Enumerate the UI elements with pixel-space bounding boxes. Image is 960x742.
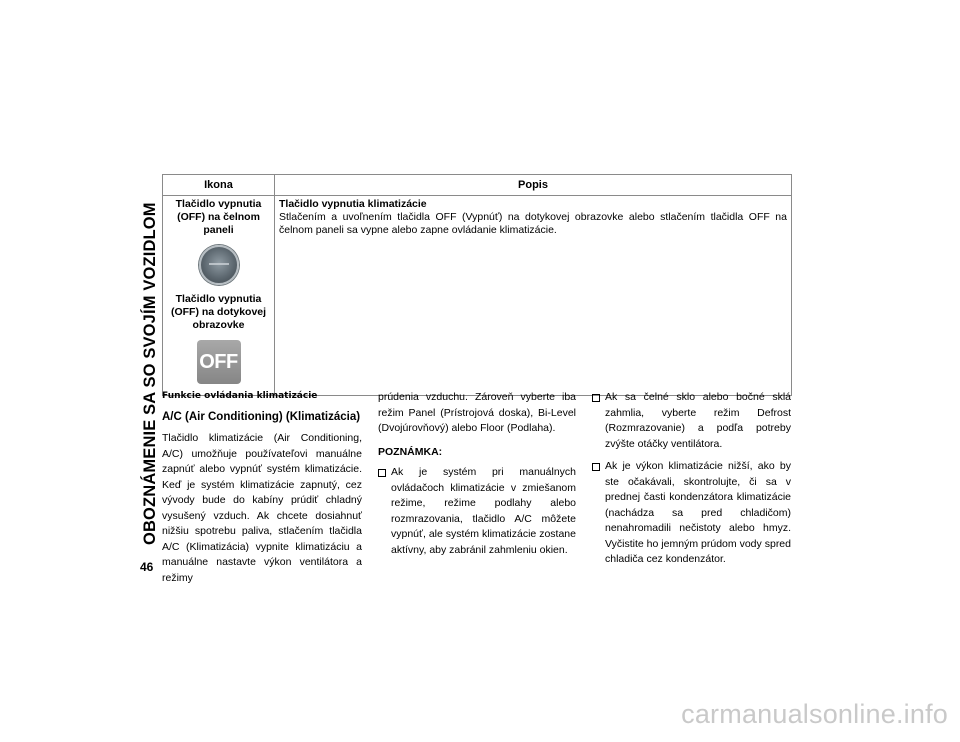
- bullet-text: Ak sa čelné sklo alebo bočné sklá zahmlia, vyberte režim Defrost (Rozmrazovanie) a podľa potreby zvýšte otáčky ventilátora.: [605, 391, 791, 450]
- checkbox-bullet-icon: [592, 394, 600, 402]
- text-column-1: [162, 390, 362, 586]
- table-header-row: [163, 175, 792, 196]
- description-title: Tlačidlo vypnutia klimatizácie: [279, 198, 427, 210]
- bullet-text: Ak je systém pri manuálnych ovládačoch klimatizácie v zmiešanom režime, režime podlahy alebo rozmrazovania, tlačidlo A/C môžete vypnúť, ale systém klimatizácie zostane aktívny, aby zabránil zahmleniu okien.: [391, 466, 576, 556]
- bullet-text: Ak je výkon klimatizácie nižší, ako by ste očakávali, skontrolujte, či sa v prednej časti kondenzátora klimatizácie (nachádza sa pred chladičom) nenahromadili nečistoty alebo hmyz. Vyčistite ho jemným prúdom vody spred chladiča cez kondenzátor.: [605, 460, 791, 565]
- paragraph-ac-intro: Tlačidlo klimatizácie (Air Conditioning, A/C) umožňuje používateľovi manuálne zapnúť alebo vypnúť systém klimatizácie. Keď je systém klimatizácie zapnutý, cez vývody bude do kabíny prúdiť chladný vysušený vzduch. Ak chcete dosiahnuť nižšiu spotrebu paliva, stlačením tlačidla A/C (Klimatizácia) vypnite klimatizáciu a manuálne nastavte výkon ventilátora a režimy: [162, 432, 362, 584]
- table-header-description: Popis: [275, 175, 792, 196]
- text-column-3: [592, 390, 791, 575]
- description-text: Stlačením a uvoľnením tlačidla OFF (Vypnúť) na dotykovej obrazovke alebo stlačením tlačidla OFF na čelnom paneli sa vypne alebo zapne ovládanie klimatizácie.: [279, 211, 787, 236]
- watermark: carmanualsonline.info: [681, 699, 948, 729]
- list-item: [592, 390, 791, 452]
- side-chapter-title-text: OBOZNÁMENIE SA SO SVOJÍM VOZIDLOM: [141, 202, 159, 545]
- page-number: 46: [140, 560, 154, 574]
- description-cell: [275, 196, 792, 396]
- icon-description-table: [162, 174, 792, 396]
- paragraph-ac-continued: prúdenia vzduchu. Zároveň vyberte iba režim Panel (Prístrojová doska), Bi-Level (Dvojúrovňový) alebo Floor (Podlaha).: [378, 391, 576, 434]
- icon-label-touchscreen: Tlačidlo vypnutia (OFF) na dotykovej obrazovke: [170, 293, 267, 331]
- table-header-icon: Ikona: [163, 175, 275, 196]
- sub-heading: A/C (Air Conditioning) (Klimatizácia): [162, 411, 361, 423]
- checkbox-bullet-icon: [378, 469, 386, 477]
- front-panel-off-knob-icon: [199, 245, 239, 285]
- icon-cell: [163, 196, 275, 396]
- list-item: [378, 465, 576, 558]
- checkbox-bullet-icon: [592, 463, 600, 471]
- front-panel-knob-wrap: [164, 237, 273, 293]
- touchscreen-off-wrap: [164, 332, 273, 394]
- text-column-2: [378, 390, 576, 565]
- note-title: POZNÁMKA:: [378, 445, 443, 458]
- side-chapter-title: [139, 175, 161, 545]
- table-row: [163, 196, 792, 396]
- touchscreen-off-button-icon: OFF: [197, 340, 241, 384]
- list-item: [592, 459, 791, 568]
- icon-label-front-panel: Tlačidlo vypnutia (OFF) na čelnom paneli: [175, 198, 262, 236]
- section-heading: Funkcie ovládania klimatizácie: [162, 391, 318, 401]
